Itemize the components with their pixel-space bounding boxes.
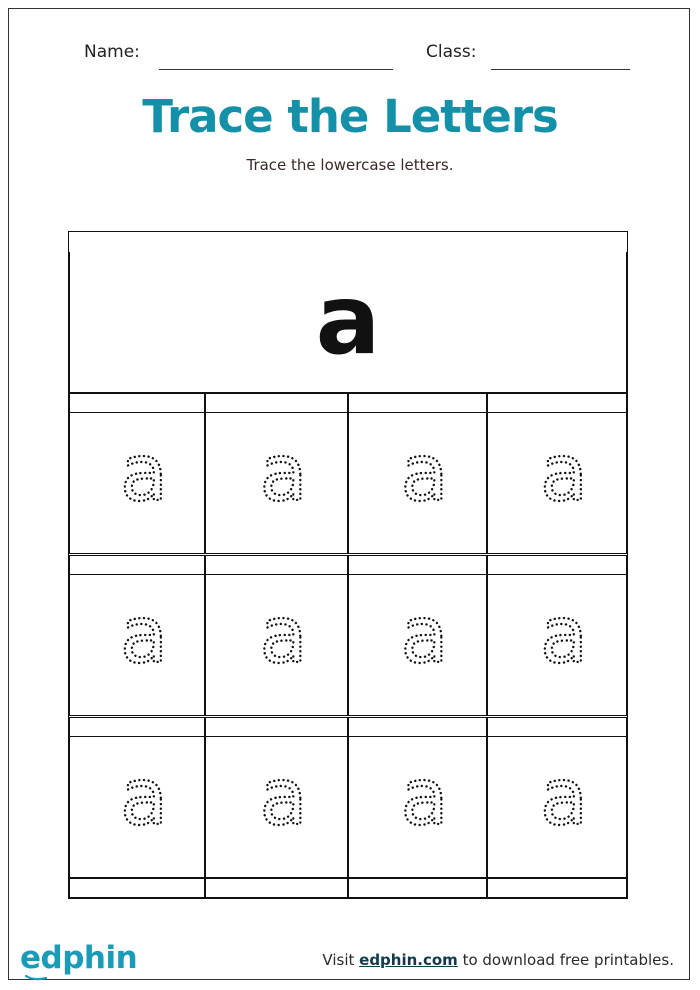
guide-strip [348,878,487,898]
guide-strip [69,393,205,413]
trace-letter: a [400,429,449,519]
trace-letter: a [540,429,588,519]
guide-strip [205,878,348,898]
guide-strip [205,393,348,413]
page-title: Trace the Letters [142,90,558,143]
trace-letter: a [400,591,449,681]
trace-letter: a [120,591,168,681]
dotted-letter [206,737,349,879]
model-letter-cell [69,251,627,393]
guide-strip [348,555,487,575]
header-band [69,232,627,252]
logo-swoosh-icon [24,974,64,982]
footer-link[interactable]: edphin.com [359,951,458,969]
dotted-letter [70,737,206,879]
trace-letter: a [259,753,308,843]
edphin-logo: edphin [20,940,138,976]
dotted-letter [349,575,488,717]
trace-cell[interactable] [205,412,348,554]
trace-letter: a [540,753,588,843]
class-label: Class: [426,42,477,62]
dotted-letter [349,737,488,879]
name-field[interactable] [159,69,393,70]
footer-text-after: to download free printables. [457,951,674,969]
trace-cell[interactable] [69,412,205,554]
dotted-letter [488,575,628,717]
dotted-letter [349,413,488,555]
trace-letter: a [259,591,308,681]
trace-letter: a [259,429,308,519]
trace-cell[interactable] [487,736,627,878]
trace-cell[interactable] [69,574,205,716]
guide-strip [348,717,487,737]
name-label: Name: [84,42,140,62]
guide-strip [487,393,627,413]
dotted-letter [70,575,206,717]
guide-strip [348,393,487,413]
trace-letter: a [120,753,168,843]
trace-cell[interactable] [487,574,627,716]
guide-strip [205,555,348,575]
trace-cell[interactable] [348,736,487,878]
guide-strip [69,717,205,737]
dotted-letter [206,575,349,717]
trace-letter: a [120,429,168,519]
trace-cell[interactable] [205,736,348,878]
class-field[interactable] [491,69,630,70]
dotted-letter [488,413,628,555]
trace-letter: a [540,591,588,681]
tracing-grid [68,231,628,899]
guide-strip [69,555,205,575]
guide-strip [69,878,205,898]
footer-text [322,951,674,969]
footer-text-before: Visit [322,951,360,969]
trace-cell[interactable] [348,574,487,716]
trace-cell[interactable] [69,736,205,878]
trace-letter: a [400,753,449,843]
trace-cell[interactable] [487,412,627,554]
dotted-letter [488,737,628,879]
guide-strip [487,717,627,737]
guide-strip [487,555,627,575]
instructions: Trace the lowercase letters. [246,156,454,174]
dotted-letter [70,413,206,555]
guide-strip [487,878,627,898]
trace-cell[interactable] [205,574,348,716]
dotted-letter [206,413,349,555]
model-letter: a [315,264,381,376]
trace-cell[interactable] [348,412,487,554]
guide-strip [205,717,348,737]
